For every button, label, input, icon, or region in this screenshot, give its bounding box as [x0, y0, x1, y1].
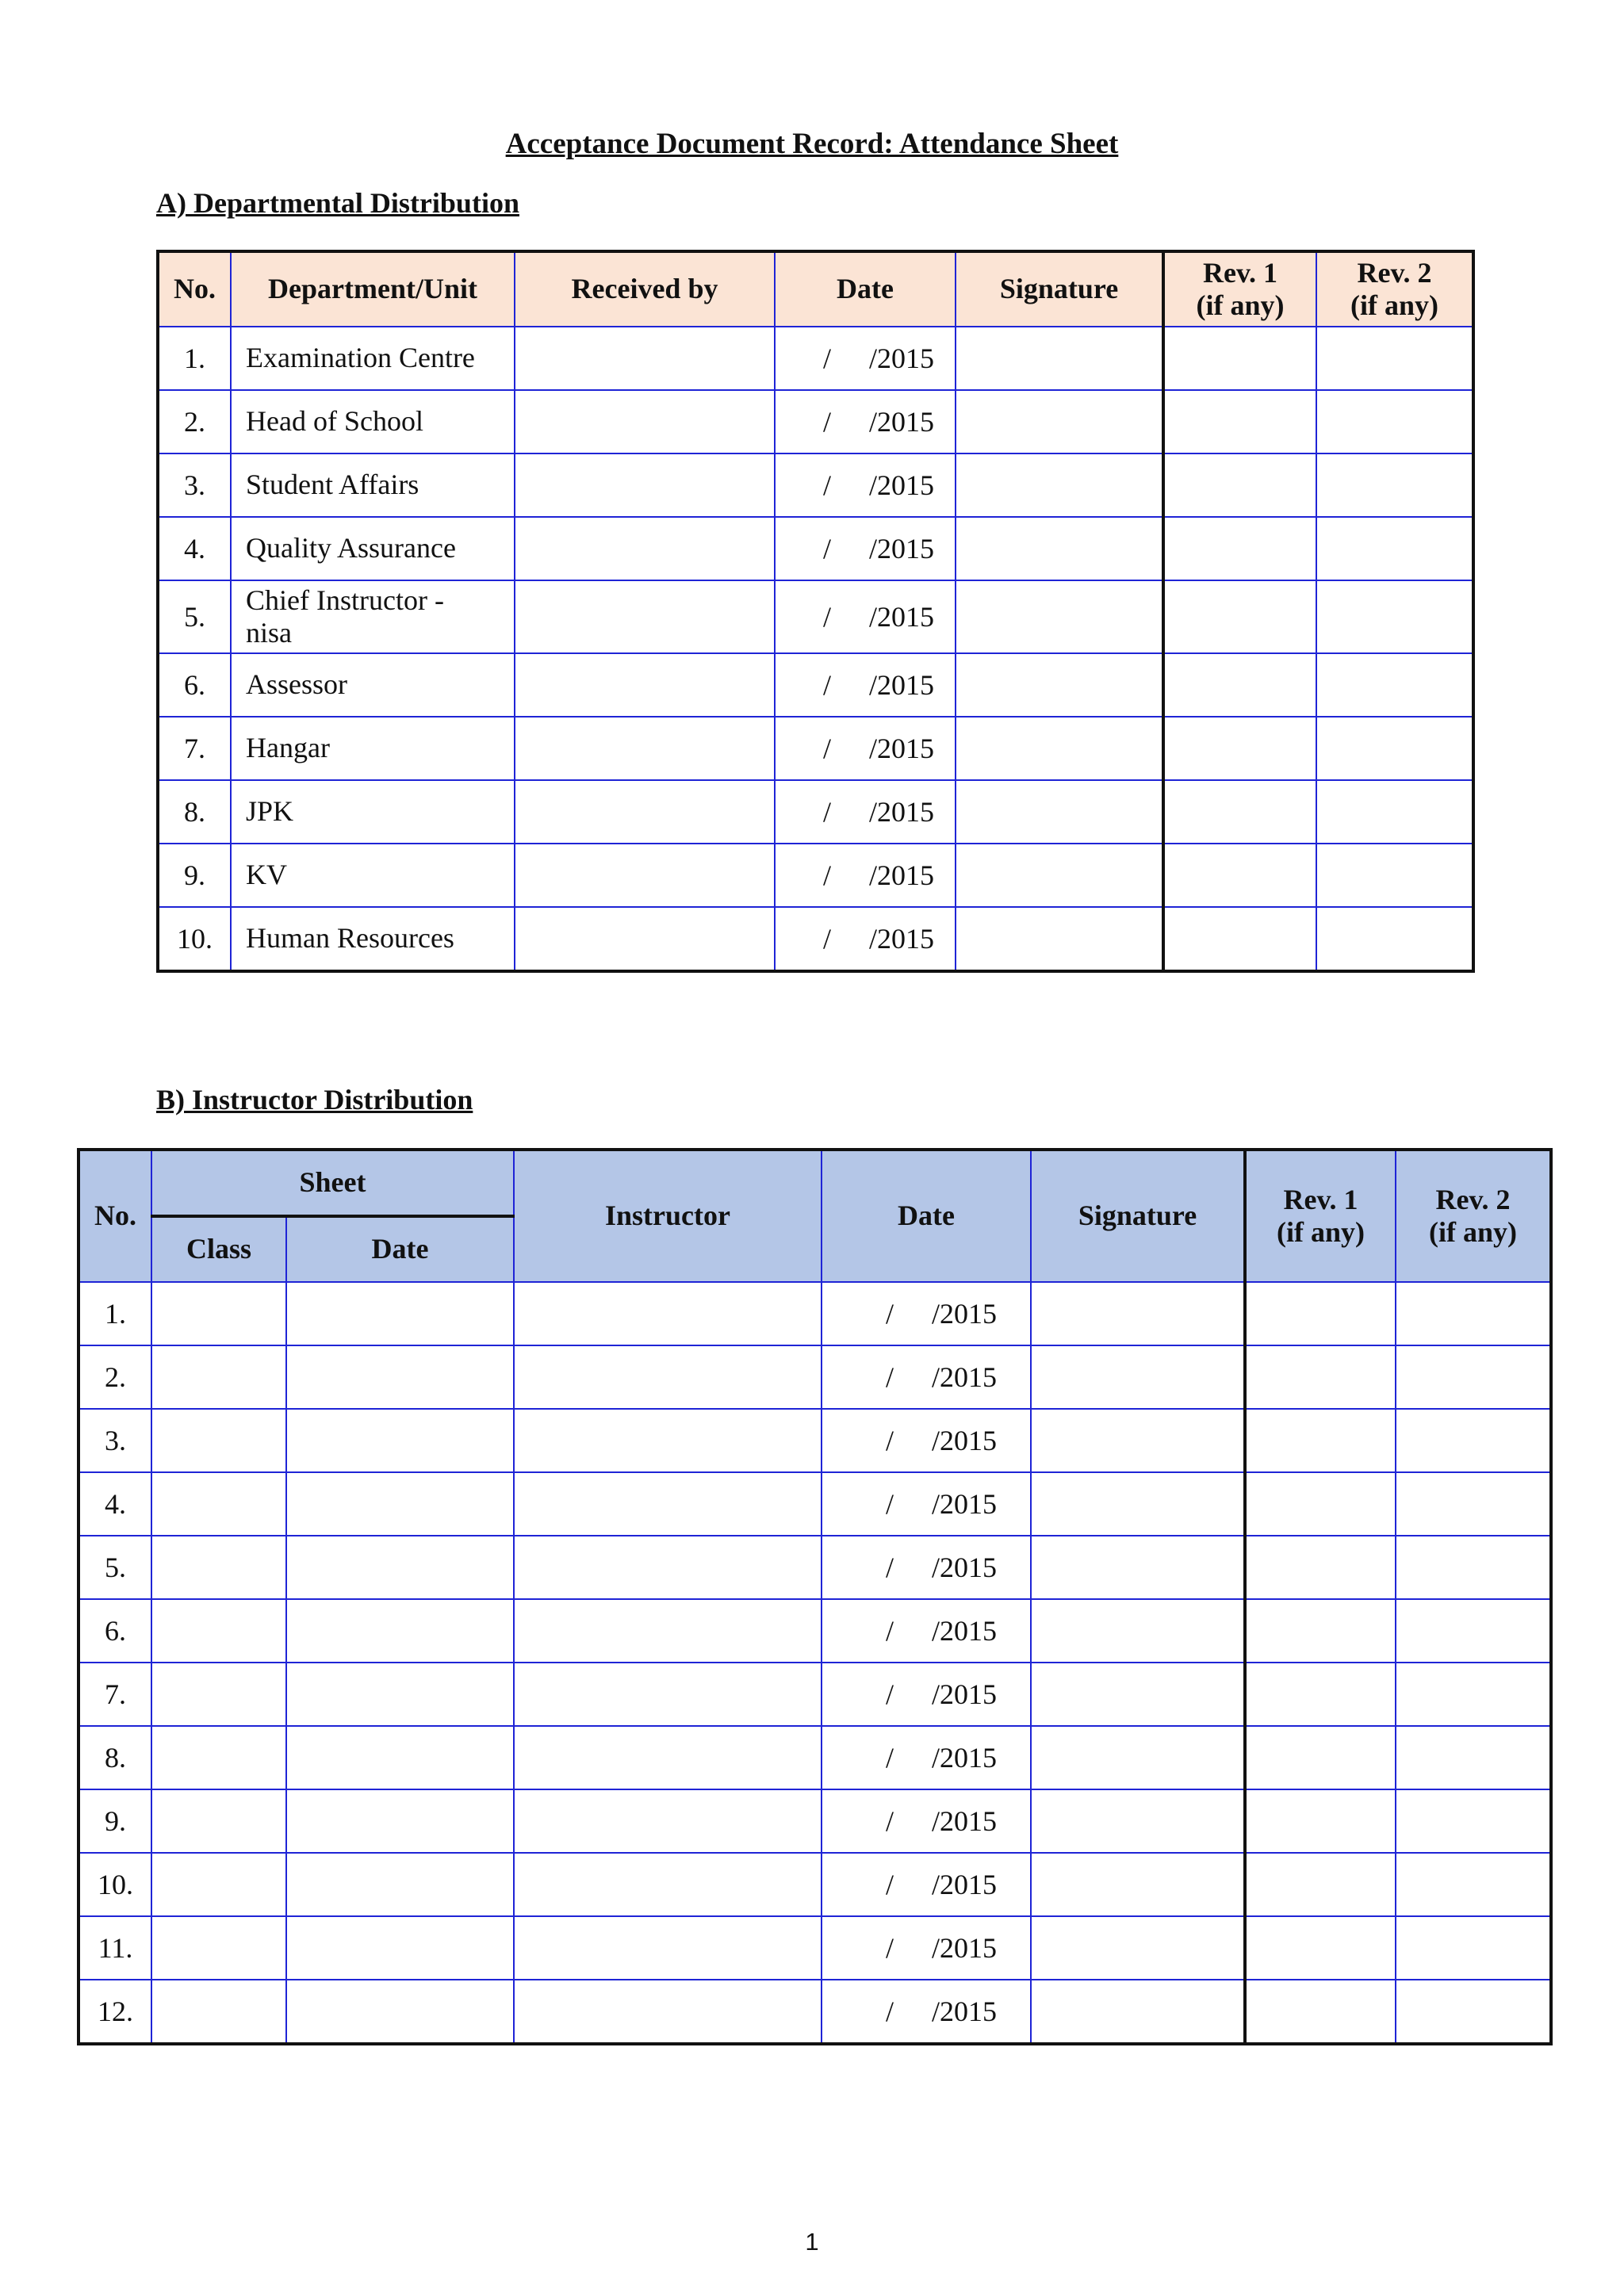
- date-year: /2015: [932, 1678, 998, 1710]
- header-rev2-line1: Rev. 2: [1435, 1183, 1511, 1215]
- table-row: [79, 1409, 1551, 1472]
- instructor-cell[interactable]: [514, 1916, 822, 1980]
- sheet-date-cell[interactable]: [286, 1599, 514, 1663]
- row-number: 8.: [158, 780, 231, 844]
- instructor-cell[interactable]: [514, 1409, 822, 1472]
- table-row: [158, 907, 1473, 971]
- rev2-cell[interactable]: [1316, 517, 1473, 580]
- department-name: Assessor: [246, 668, 348, 701]
- table-row: [79, 1980, 1551, 2044]
- signature-cell[interactable]: [1031, 1726, 1245, 1789]
- instructor-cell[interactable]: [514, 1599, 822, 1663]
- header-sheet: Sheet: [151, 1150, 514, 1216]
- header-date: Date: [822, 1150, 1031, 1282]
- department-name: JPK: [246, 795, 294, 828]
- table-row: [158, 390, 1473, 453]
- department-cell: [231, 580, 515, 653]
- header-no: No.: [158, 251, 231, 327]
- table-row: [79, 1536, 1551, 1599]
- rev2-cell[interactable]: [1316, 780, 1473, 844]
- date-year: /2015: [932, 1996, 998, 2027]
- row-number: 9.: [79, 1789, 151, 1853]
- table-row: [158, 844, 1473, 907]
- date-cell[interactable]: [822, 1345, 1031, 1409]
- class-cell[interactable]: [151, 1345, 286, 1409]
- date-cell[interactable]: [775, 390, 956, 453]
- signature-cell[interactable]: [956, 327, 1163, 390]
- date-cell[interactable]: [822, 1789, 1031, 1853]
- header-rev1: [1245, 1150, 1396, 1282]
- date-cell[interactable]: [775, 580, 956, 653]
- rev2-cell[interactable]: [1396, 1663, 1551, 1726]
- rev1-cell[interactable]: [1245, 1536, 1396, 1599]
- date-slash: /: [823, 733, 832, 764]
- instructor-cell[interactable]: [514, 1472, 822, 1536]
- header-signature: Signature: [1031, 1150, 1245, 1282]
- sheet-date-cell[interactable]: [286, 1409, 514, 1472]
- sheet-date-cell[interactable]: [286, 1789, 514, 1853]
- header-rev2-line1: Rev. 2: [1357, 256, 1432, 289]
- row-number: 1.: [158, 327, 231, 390]
- rev1-cell[interactable]: [1163, 907, 1316, 971]
- date-slash: /: [886, 1742, 894, 1774]
- table-row: [79, 1853, 1551, 1916]
- signature-cell[interactable]: [956, 390, 1163, 453]
- department-cell: [231, 907, 515, 971]
- received-by-cell[interactable]: [515, 453, 775, 517]
- sheet-date-cell[interactable]: [286, 1853, 514, 1916]
- rev2-cell[interactable]: [1396, 1345, 1551, 1409]
- table-row: [79, 1282, 1551, 1345]
- rev2-cell[interactable]: [1396, 1726, 1551, 1789]
- sheet-date-cell[interactable]: [286, 1726, 514, 1789]
- row-number: 9.: [158, 844, 231, 907]
- date-cell[interactable]: [775, 717, 956, 780]
- received-by-cell[interactable]: [515, 653, 775, 717]
- header-rev2: [1316, 251, 1473, 327]
- sheet-date-cell[interactable]: [286, 1345, 514, 1409]
- header-signature: Signature: [956, 251, 1163, 327]
- signature-cell[interactable]: [956, 517, 1163, 580]
- table-row: [79, 1916, 1551, 1980]
- rev2-cell[interactable]: [1316, 717, 1473, 780]
- signature-cell[interactable]: [1031, 1536, 1245, 1599]
- date-slash: /: [823, 859, 832, 891]
- rev2-cell[interactable]: [1316, 907, 1473, 971]
- rev1-cell[interactable]: [1245, 1472, 1396, 1536]
- date-year: /2015: [869, 796, 935, 828]
- rev1-cell[interactable]: [1245, 1916, 1396, 1980]
- date-slash: /: [886, 1488, 894, 1520]
- table-row: [158, 653, 1473, 717]
- date-slash: /: [823, 533, 832, 564]
- date-year: /2015: [932, 1361, 998, 1393]
- rev1-cell[interactable]: [1163, 453, 1316, 517]
- date-year: /2015: [932, 1425, 998, 1456]
- row-number: 4.: [79, 1472, 151, 1536]
- date-slash: /: [886, 1869, 894, 1900]
- class-cell[interactable]: [151, 1472, 286, 1536]
- date-slash: /: [823, 923, 832, 955]
- row-number: 4.: [158, 517, 231, 580]
- signature-cell[interactable]: [1031, 1409, 1245, 1472]
- table-row: [79, 1726, 1551, 1789]
- section-a-title: A) Departmental Distribution: [156, 187, 519, 219]
- rev1-cell[interactable]: [1163, 717, 1316, 780]
- date-cell[interactable]: [775, 907, 956, 971]
- department-name: Hangar: [246, 732, 330, 764]
- date-slash: /: [823, 669, 832, 701]
- date-cell[interactable]: [775, 453, 956, 517]
- department-name: Examination Centre: [246, 342, 475, 374]
- row-number: 5.: [79, 1536, 151, 1599]
- rev1-cell[interactable]: [1163, 780, 1316, 844]
- department-name: KV: [246, 859, 287, 891]
- date-cell[interactable]: [822, 1853, 1031, 1916]
- instructor-cell[interactable]: [514, 1345, 822, 1409]
- date-year: /2015: [932, 1805, 998, 1837]
- instructor-cell[interactable]: [514, 1663, 822, 1726]
- header-rev2-line2: (if any): [1429, 1216, 1517, 1248]
- rev2-cell[interactable]: [1396, 1853, 1551, 1916]
- row-number: 10.: [79, 1853, 151, 1916]
- class-cell[interactable]: [151, 1599, 286, 1663]
- rev1-cell[interactable]: [1245, 1663, 1396, 1726]
- date-slash: /: [823, 601, 832, 633]
- instructor-distribution-table: [77, 1148, 1553, 2045]
- department-cell: [231, 327, 515, 390]
- date-slash: /: [823, 796, 832, 828]
- rev2-cell[interactable]: [1316, 580, 1473, 653]
- date-year: /2015: [932, 1932, 998, 1964]
- date-slash: /: [886, 1678, 894, 1710]
- table-row: [79, 1599, 1551, 1663]
- date-year: /2015: [932, 1552, 998, 1583]
- date-cell[interactable]: [775, 517, 956, 580]
- rev2-cell[interactable]: [1396, 1472, 1551, 1536]
- rev1-cell[interactable]: [1245, 1789, 1396, 1853]
- signature-cell[interactable]: [956, 844, 1163, 907]
- department-cell: [231, 717, 515, 780]
- instructor-cell[interactable]: [514, 1789, 822, 1853]
- class-cell[interactable]: [151, 1282, 286, 1345]
- header-rev2: [1396, 1150, 1551, 1282]
- signature-cell[interactable]: [1031, 1345, 1245, 1409]
- rev1-cell[interactable]: [1245, 1282, 1396, 1345]
- date-cell[interactable]: [822, 1282, 1031, 1345]
- date-cell[interactable]: [822, 1916, 1031, 1980]
- table-b-body: [79, 1282, 1551, 2044]
- received-by-cell[interactable]: [515, 780, 775, 844]
- received-by-cell[interactable]: [515, 717, 775, 780]
- department-cell: [231, 780, 515, 844]
- date-cell[interactable]: [775, 653, 956, 717]
- signature-cell[interactable]: [1031, 1789, 1245, 1853]
- date-year: /2015: [932, 1615, 998, 1647]
- class-cell[interactable]: [151, 1726, 286, 1789]
- date-cell[interactable]: [822, 1726, 1031, 1789]
- date-slash: /: [823, 469, 832, 501]
- signature-cell[interactable]: [956, 653, 1163, 717]
- class-cell[interactable]: [151, 1663, 286, 1726]
- table-row: [158, 580, 1473, 653]
- rev2-cell[interactable]: [1316, 327, 1473, 390]
- date-year: /2015: [932, 1488, 998, 1520]
- row-number: 3.: [79, 1409, 151, 1472]
- row-number: 2.: [158, 390, 231, 453]
- sheet-date-cell[interactable]: [286, 1472, 514, 1536]
- date-cell[interactable]: [822, 1409, 1031, 1472]
- date-cell[interactable]: [822, 1980, 1031, 2044]
- date-cell[interactable]: [822, 1536, 1031, 1599]
- table-row: [79, 1472, 1551, 1536]
- received-by-cell[interactable]: [515, 390, 775, 453]
- rev1-cell[interactable]: [1245, 1599, 1396, 1663]
- table-b-header-row-1: [79, 1150, 1551, 1216]
- date-slash: /: [886, 1425, 894, 1456]
- signature-cell[interactable]: [1031, 1853, 1245, 1916]
- row-number: 6.: [158, 653, 231, 717]
- table-a-header-row: [158, 251, 1473, 327]
- date-slash: /: [886, 1996, 894, 2027]
- row-number: 7.: [158, 717, 231, 780]
- rev1-cell[interactable]: [1163, 844, 1316, 907]
- received-by-cell[interactable]: [515, 844, 775, 907]
- class-cell[interactable]: [151, 1980, 286, 2044]
- rev2-cell[interactable]: [1316, 844, 1473, 907]
- row-number: 5.: [158, 580, 231, 653]
- table-row: [158, 327, 1473, 390]
- date-year: /2015: [869, 733, 935, 764]
- class-cell[interactable]: [151, 1409, 286, 1472]
- sheet-date-cell[interactable]: [286, 1663, 514, 1726]
- signature-cell[interactable]: [956, 780, 1163, 844]
- row-number: 8.: [79, 1726, 151, 1789]
- rev1-cell[interactable]: [1163, 390, 1316, 453]
- department-name: Quality Assurance: [246, 532, 456, 564]
- rev1-cell[interactable]: [1245, 1853, 1396, 1916]
- sheet-date-cell[interactable]: [286, 1536, 514, 1599]
- department-name-cont: nisa: [246, 617, 292, 649]
- table-a-body: [158, 327, 1473, 971]
- date-cell[interactable]: [775, 327, 956, 390]
- rev2-cell[interactable]: [1396, 1536, 1551, 1599]
- row-number: 1.: [79, 1282, 151, 1345]
- rev2-cell[interactable]: [1316, 390, 1473, 453]
- date-year: /2015: [869, 533, 935, 564]
- rev2-cell[interactable]: [1396, 1916, 1551, 1980]
- instructor-cell[interactable]: [514, 1980, 822, 2044]
- row-number: 10.: [158, 907, 231, 971]
- signature-cell[interactable]: [1031, 1916, 1245, 1980]
- department-cell: [231, 653, 515, 717]
- date-slash: /: [886, 1932, 894, 1964]
- row-number: 7.: [79, 1663, 151, 1726]
- date-cell[interactable]: [822, 1663, 1031, 1726]
- header-instructor: Instructor: [514, 1150, 822, 1282]
- rev2-cell[interactable]: [1396, 1789, 1551, 1853]
- date-slash: /: [886, 1361, 894, 1393]
- table-row: [158, 517, 1473, 580]
- date-year: /2015: [932, 1298, 998, 1330]
- date-year: /2015: [932, 1869, 998, 1900]
- header-date: Date: [775, 251, 956, 327]
- date-year: /2015: [869, 469, 935, 501]
- departmental-distribution-table: [156, 250, 1475, 973]
- rev2-cell[interactable]: [1396, 1282, 1551, 1345]
- date-year: /2015: [869, 342, 935, 374]
- department-cell: [231, 453, 515, 517]
- date-year: /2015: [869, 669, 935, 701]
- sheet-date-cell[interactable]: [286, 1282, 514, 1345]
- header-sheet-date: Date: [286, 1216, 514, 1282]
- date-year: /2015: [869, 406, 935, 438]
- page-number: 1: [805, 2228, 819, 2256]
- department-name: Student Affairs: [246, 469, 419, 501]
- header-rev1: [1163, 251, 1316, 327]
- header-rev1-line2: (if any): [1277, 1216, 1365, 1248]
- header-rev2-line2: (if any): [1350, 289, 1438, 321]
- table-row: [158, 453, 1473, 517]
- department-cell: [231, 517, 515, 580]
- class-cell[interactable]: [151, 1789, 286, 1853]
- date-cell[interactable]: [775, 780, 956, 844]
- rev1-cell[interactable]: [1163, 327, 1316, 390]
- header-rev1-line2: (if any): [1196, 289, 1285, 321]
- department-cell: [231, 390, 515, 453]
- row-number: 3.: [158, 453, 231, 517]
- signature-cell[interactable]: [1031, 1663, 1245, 1726]
- received-by-cell[interactable]: [515, 327, 775, 390]
- received-by-cell[interactable]: [515, 907, 775, 971]
- rev1-cell[interactable]: [1245, 1409, 1396, 1472]
- header-no: No.: [79, 1150, 151, 1282]
- row-number: 2.: [79, 1345, 151, 1409]
- date-slash: /: [886, 1298, 894, 1330]
- sheet-date-cell[interactable]: [286, 1980, 514, 2044]
- section-b-title: B) Instructor Distribution: [156, 1084, 473, 1115]
- header-received-by: Received by: [515, 251, 775, 327]
- date-slash: /: [886, 1615, 894, 1647]
- header-department: Department/Unit: [231, 251, 515, 327]
- table-row: [158, 717, 1473, 780]
- table-row: [79, 1345, 1551, 1409]
- date-slash: /: [886, 1805, 894, 1837]
- instructor-cell[interactable]: [514, 1853, 822, 1916]
- date-slash: /: [886, 1552, 894, 1583]
- date-year: /2015: [869, 601, 935, 633]
- received-by-cell[interactable]: [515, 580, 775, 653]
- row-number: 11.: [79, 1916, 151, 1980]
- header-rev1-line1: Rev. 1: [1203, 256, 1277, 289]
- date-year: /2015: [932, 1742, 998, 1774]
- rev2-cell[interactable]: [1396, 1980, 1551, 2044]
- instructor-cell[interactable]: [514, 1282, 822, 1345]
- department-cell: [231, 844, 515, 907]
- rev2-cell[interactable]: [1316, 453, 1473, 517]
- signature-cell[interactable]: [956, 907, 1163, 971]
- table-row: [79, 1663, 1551, 1726]
- date-year: /2015: [869, 923, 935, 955]
- header-class: Class: [151, 1216, 286, 1282]
- rev1-cell[interactable]: [1245, 1345, 1396, 1409]
- rev2-cell[interactable]: [1396, 1409, 1551, 1472]
- row-number: 12.: [79, 1980, 151, 2044]
- date-cell[interactable]: [775, 844, 956, 907]
- signature-cell[interactable]: [956, 580, 1163, 653]
- date-cell[interactable]: [822, 1472, 1031, 1536]
- rev1-cell[interactable]: [1163, 517, 1316, 580]
- signature-cell[interactable]: [1031, 1472, 1245, 1536]
- signature-cell[interactable]: [956, 453, 1163, 517]
- class-cell[interactable]: [151, 1853, 286, 1916]
- table-row: [158, 780, 1473, 844]
- department-name: Human Resources: [246, 922, 454, 955]
- rev2-cell[interactable]: [1396, 1599, 1551, 1663]
- signature-cell[interactable]: [1031, 1599, 1245, 1663]
- table-row: [79, 1789, 1551, 1853]
- department-name: Head of School: [246, 405, 423, 438]
- header-rev1-line1: Rev. 1: [1283, 1183, 1358, 1215]
- rev2-cell[interactable]: [1316, 653, 1473, 717]
- rev1-cell[interactable]: [1163, 653, 1316, 717]
- row-number: 6.: [79, 1599, 151, 1663]
- class-cell[interactable]: [151, 1536, 286, 1599]
- instructor-cell[interactable]: [514, 1726, 822, 1789]
- rev1-cell[interactable]: [1245, 1980, 1396, 2044]
- rev1-cell[interactable]: [1163, 580, 1316, 653]
- class-cell[interactable]: [151, 1916, 286, 1980]
- received-by-cell[interactable]: [515, 517, 775, 580]
- signature-cell[interactable]: [1031, 1282, 1245, 1345]
- signature-cell[interactable]: [1031, 1980, 1245, 2044]
- date-cell[interactable]: [822, 1599, 1031, 1663]
- date-year: /2015: [869, 859, 935, 891]
- document-title: Acceptance Document Record: Attendance Sheet: [505, 128, 1119, 160]
- date-slash: /: [823, 406, 832, 438]
- department-name: Chief Instructor -: [246, 584, 444, 616]
- date-slash: /: [823, 342, 832, 374]
- signature-cell[interactable]: [956, 717, 1163, 780]
- instructor-cell[interactable]: [514, 1536, 822, 1599]
- rev1-cell[interactable]: [1245, 1726, 1396, 1789]
- sheet-date-cell[interactable]: [286, 1916, 514, 1980]
